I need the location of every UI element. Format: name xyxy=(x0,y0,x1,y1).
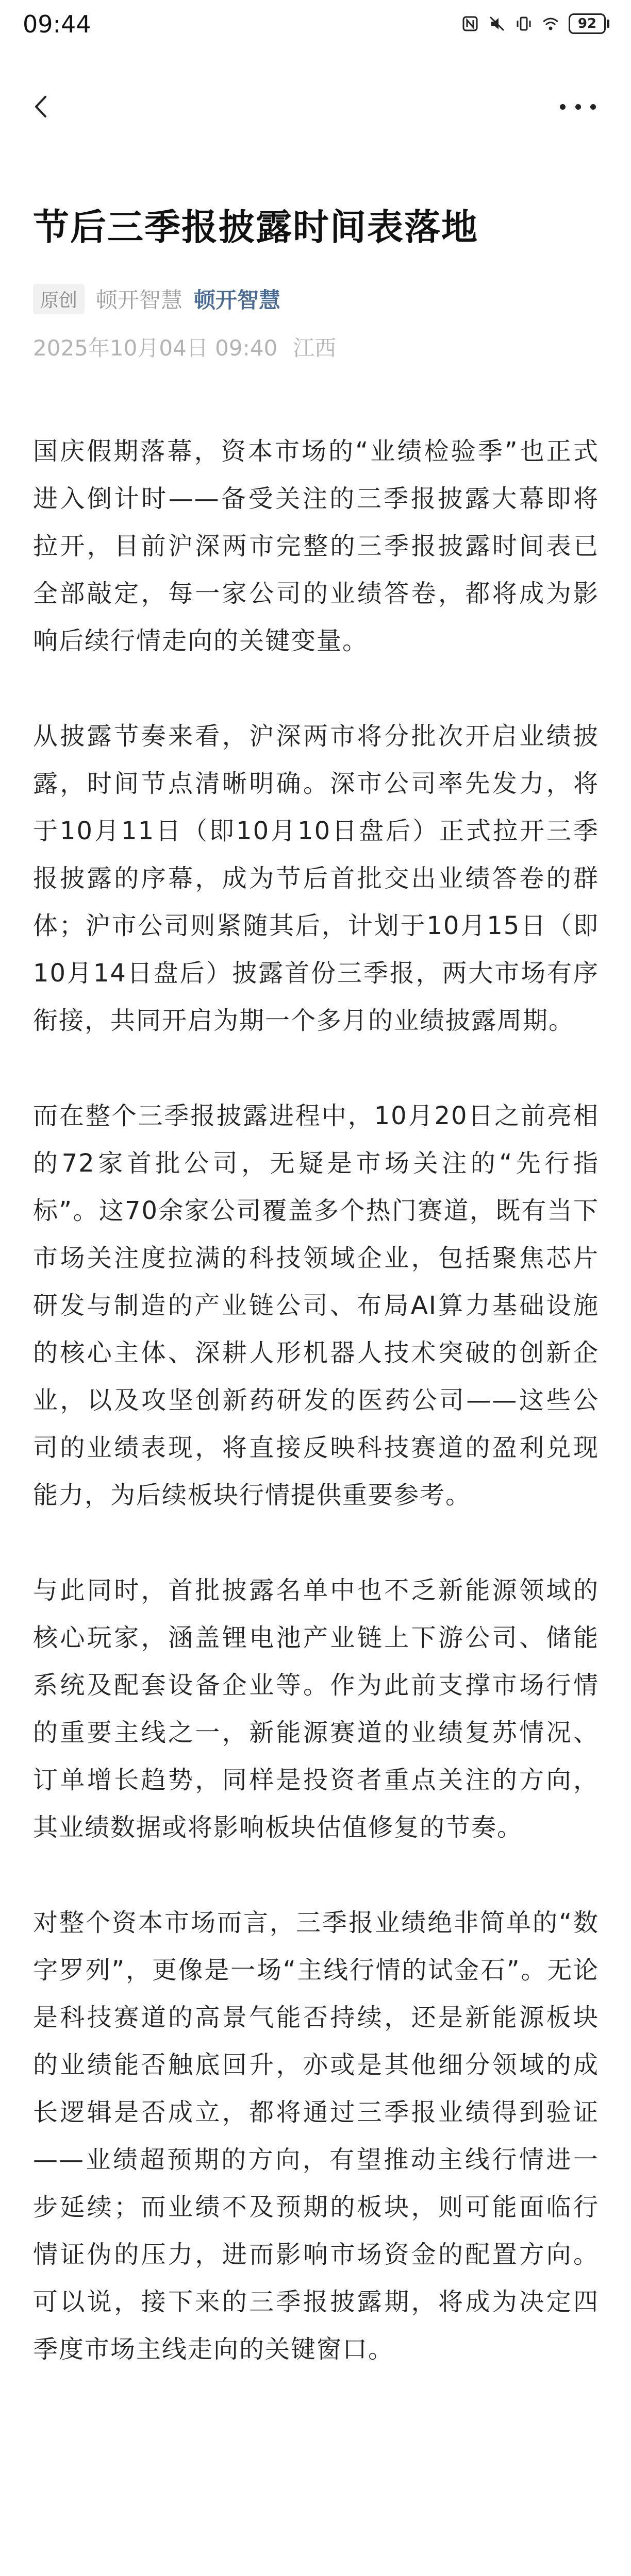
article-paragraph: 与此同时，首批披露名单中也不乏新能源领域的核心玩家，涵盖锂电池产业链上下游公司、储能系统及配套设备企业等。作为此前支撑市场行情的重要主线之一，新能源赛道的业绩复苏情况、订单增长趋势，同样是投资者重点关注的方向，其业绩数据或将影响板块估值修复的节奏。 xyxy=(33,1576,599,1842)
wifi-icon xyxy=(542,15,559,32)
article-paragraph: 国庆假期落幕，资本市场的“业绩检验季”也正式进入倒计时——备受关注的三季报披露大幕即将拉开，目前沪深两市完整的三季报披露时间表已全部敲定，每一家公司的业绩答卷，都将成为影响后续行情走向的关键变量。 xyxy=(33,437,599,655)
chevron-left-icon xyxy=(30,94,53,120)
back-button[interactable] xyxy=(30,94,53,120)
nav-bar xyxy=(0,82,631,129)
publish-date: 2025年10月04日 09:40 xyxy=(33,335,278,361)
dot-icon xyxy=(560,104,566,110)
dot-icon xyxy=(590,104,596,110)
status-icons xyxy=(461,13,609,34)
status-bar xyxy=(0,0,631,46)
publish-info xyxy=(33,331,336,362)
dot-icon xyxy=(575,104,581,110)
article-paragraph: 从披露节奏来看，沪深两市将分批次开启业绩披露，时间节点清晰明确。深市公司率先发力，将于10月11日（即10月10日盘后）正式拉开三季报披露的序幕，成为节后首批交出业绩答卷的群体；沪市公司则紧随其后，计划于10月15日（即10月14日盘后）披露首份三季报，两大市场有序衔接，共同开启为期一个多月的业绩披露周期。 xyxy=(33,722,599,1035)
battery-level: 92 xyxy=(569,13,606,34)
article-meta xyxy=(33,283,280,314)
article-paragraph: 而在整个三季报披露进程中，10月20日之前亮相的72家首批公司，无疑是市场关注的“先行指标”。这70余家公司覆盖多个热门赛道，既有当下市场关注度拉满的科技领域企业，包括聚焦芯片研发与制造的产业链公司、布局AI算力基础设施的核心主体、深耕人形机器人技术突破的创新企业，以及攻坚创新药研发的医药公司——这些公司的业绩表现，将直接反映科技赛道的盈利兑现能力，为后续板块行情提供重要参考。 xyxy=(33,1101,599,1510)
status-time: 09:44 xyxy=(23,10,91,38)
battery-indicator xyxy=(569,13,609,34)
vibrate-icon xyxy=(515,15,533,32)
publish-location: 江西 xyxy=(293,335,337,361)
nfc-icon xyxy=(461,15,479,32)
article-title: 节后三季报披露时间表落地 xyxy=(33,206,478,248)
author-plain: 顿开智慧 xyxy=(96,287,183,313)
mute-icon xyxy=(488,15,506,32)
author-account-link[interactable]: 顿开智慧 xyxy=(194,287,281,313)
original-badge: 原创 xyxy=(33,284,85,314)
article-body xyxy=(33,428,599,2421)
article-paragraph: 对整个资本市场而言，三季报业绩绝非简单的“数字罗列”，更像是一场“主线行情的试金石”。无论是科技赛道的高景气能否持续，还是新能源板块的业绩能否触底回升，亦或是其他细分领域的成长逻辑是否成立，都将通过三季报业绩得到验证——业绩超预期的方向，有望推动主线行情进一步延续；而业绩不及预期的板块，则可能面临行情证伪的压力，进而影响市场资金的配置方向。可以说，接下来的三季报披露期，将成为决定四季度市场主线走向的关键窗口。 xyxy=(33,1908,599,2364)
more-options-button[interactable] xyxy=(560,94,596,120)
